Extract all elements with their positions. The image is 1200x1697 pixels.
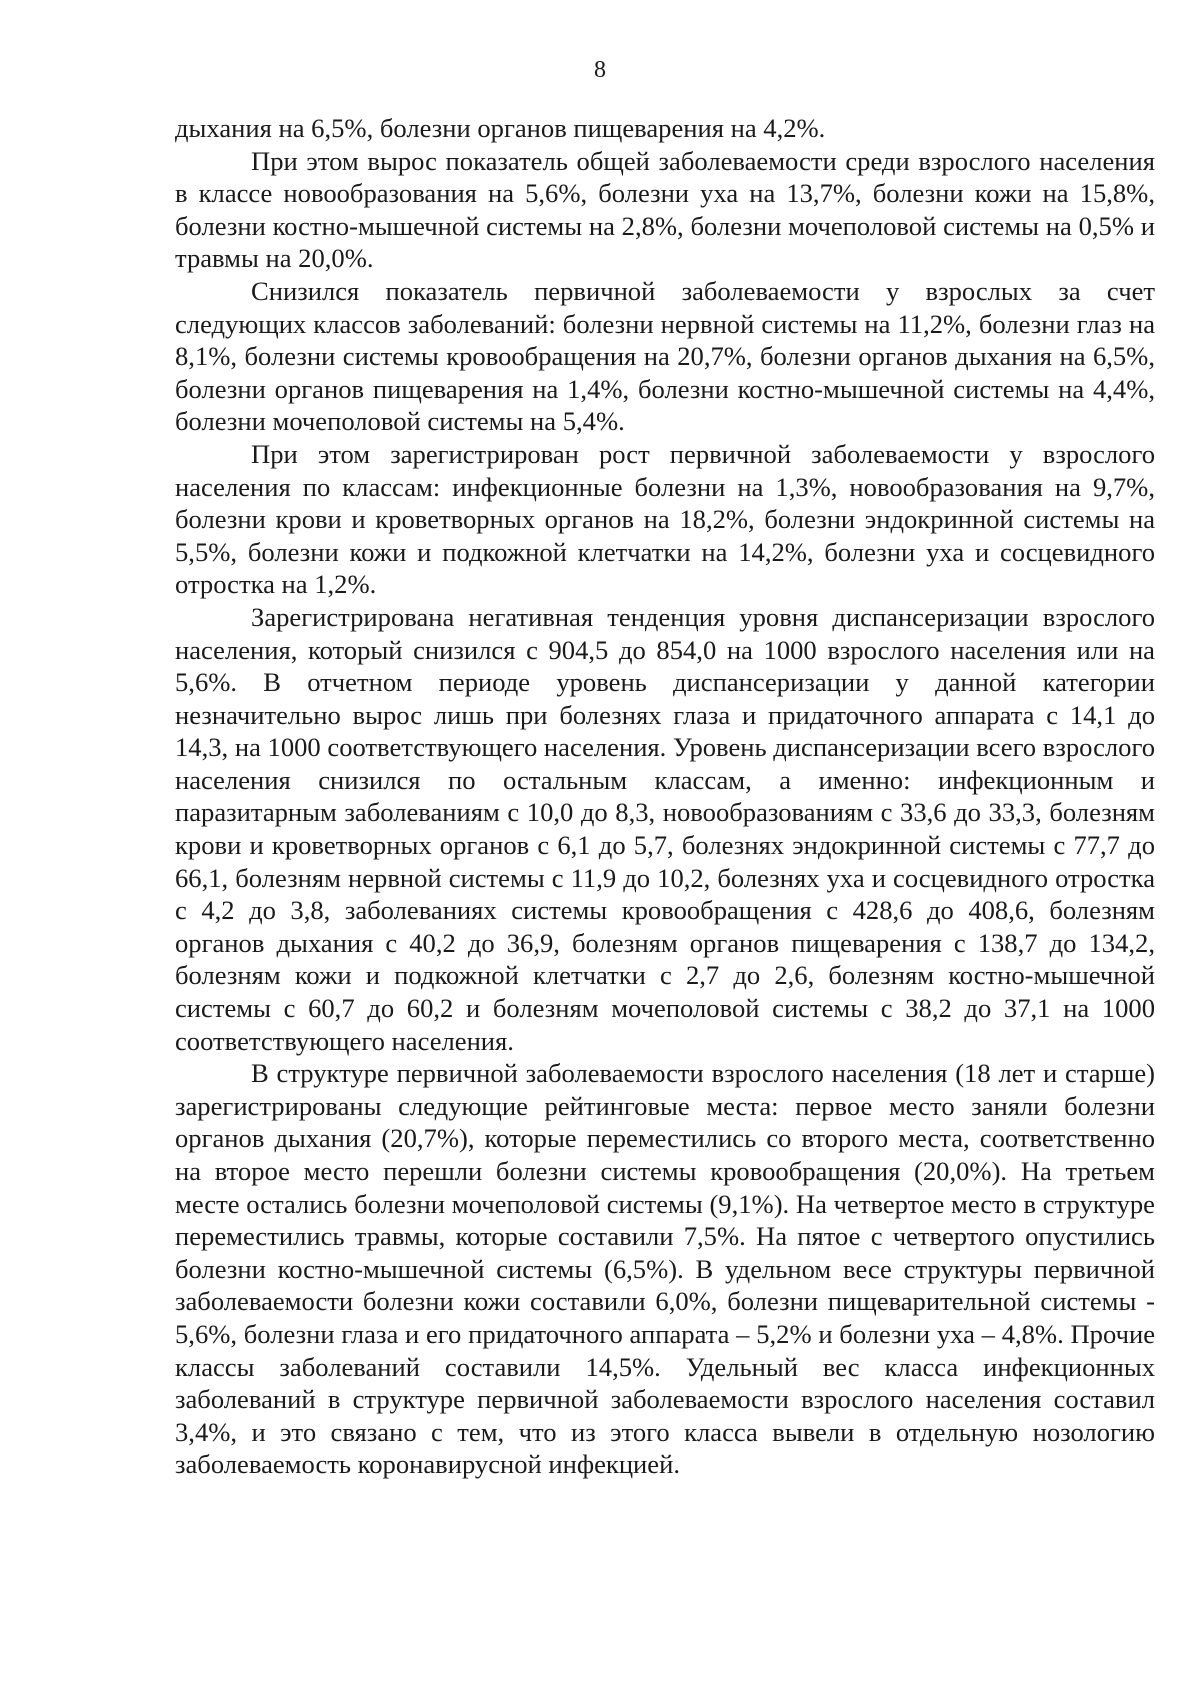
document-body [175, 112, 1155, 1481]
paragraph-primary-morbidity-decrease: Снизился показатель первичной заболеваемости у взрослых за счет следующих классов заболеваний: болезни нервной системы на 11,2%, болезни глаз на 8,1%, болезни системы кровообращения на 20,7%, болезни органов дыхания на 6,5%, болезни органов пищеварения на 1,4%, болезни костно-мышечной системы на 4,4%, болезни мочеполовой системы на 5,4%. [175, 275, 1155, 437]
paragraph-continuation: дыхания на 6,5%, болезни органов пищеварения на 4,2%. [175, 113, 826, 143]
paragraph-general-morbidity-growth: При этом вырос показатель общей заболеваемости среди взрослого населения в классе новообразования на 5,6%, болезни уха на 13,7%, болезни кожи на 15,8%, болезни костно-мышечной системы на 2,8%, болезни мочеполовой системы на 0,5% и травмы на 20,0%. [175, 145, 1155, 274]
page-number: 8 [594, 57, 606, 83]
paragraph-dispensary-level: Зарегистрирована негативная тенденция уровня диспансеризации взрослого населения, который снизился с 904,5 до 854,0 на 1000 взрослого населения или на 5,6%. В отчетном периоде уровень диспансеризации у данной категории незначительно вырос лишь при болезнях глаза и придаточного аппарата с 14,1 до 14,3, на 1000 соответствующего населения. Уровень диспансеризации всего взрослого населения снизился по остальным классам, а именно: инфекционным и паразитарным заболеваниям с 10,0 до 8,3, новообразованиям с 33,6 до 33,3, болезням крови и кроветворных органов с 6,1 до 5,7, болезнях эндокринной системы с 77,7 до 66,1, болезням нервной системы с 11,9 до 10,2, болезнях уха и сосцевидного отростка с 4,2 до 3,8, заболеваниях системы кровообращения с 428,6 до 408,6, болезням органов дыхания с 40,2 до 36,9, болезням органов пищеварения с 138,7 до 134,2, болезням кожи и подкожной клетчатки с 2,7 до 2,6, болезням костно-мышечной системы с 60,7 до 60,2 и болезням мочеполовой системы с 38,2 до 37,1 на 1000 соответствующего населения. [175, 601, 1155, 1056]
paragraph-primary-morbidity-growth: При этом зарегистрирован рост первичной заболеваемости у взрослого населения по классам: инфекционные болезни на 1,3%, новообразования на 9,7%, болезни крови и кроветворных органов на 18,2%, болезни эндокринной системы на 5,5%, болезни кожи и подкожной клетчатки на 14,2%, болезни уха и сосцевидного отростка на 1,2%. [175, 438, 1155, 600]
paragraph-morbidity-structure: В структуре первичной заболеваемости взрослого населения (18 лет и старше) зарегистрированы следующие рейтинговые места: первое место заняли болезни органов дыхания (20,7%), которые переместились со второго места, соответственно на второе место перешли болезни системы кровообращения (20,0%). На третьем месте остались болезни мочеполовой системы (9,1%). На четвертое место в структуре переместились травмы, которые составили 7,5%. На пятое с четвертого опустились болезни костно-мышечной системы (6,5%). В удельном весе структуры первичной заболеваемости болезни кожи составили 6,0%, болезни пищеварительной системы - 5,6%, болезни глаза и его придаточного аппарата – 5,2% и болезни уха – 4,8%. Прочие классы заболеваний составили 14,5%. Удельный вес класса инфекционных заболеваний в структуре первичной заболеваемости взрослого населения составил 3,4%, и это связано с тем, что из этого класса вывели в отдельную нозологию заболеваемость коронавирусной инфекцией. [175, 1058, 1155, 1480]
